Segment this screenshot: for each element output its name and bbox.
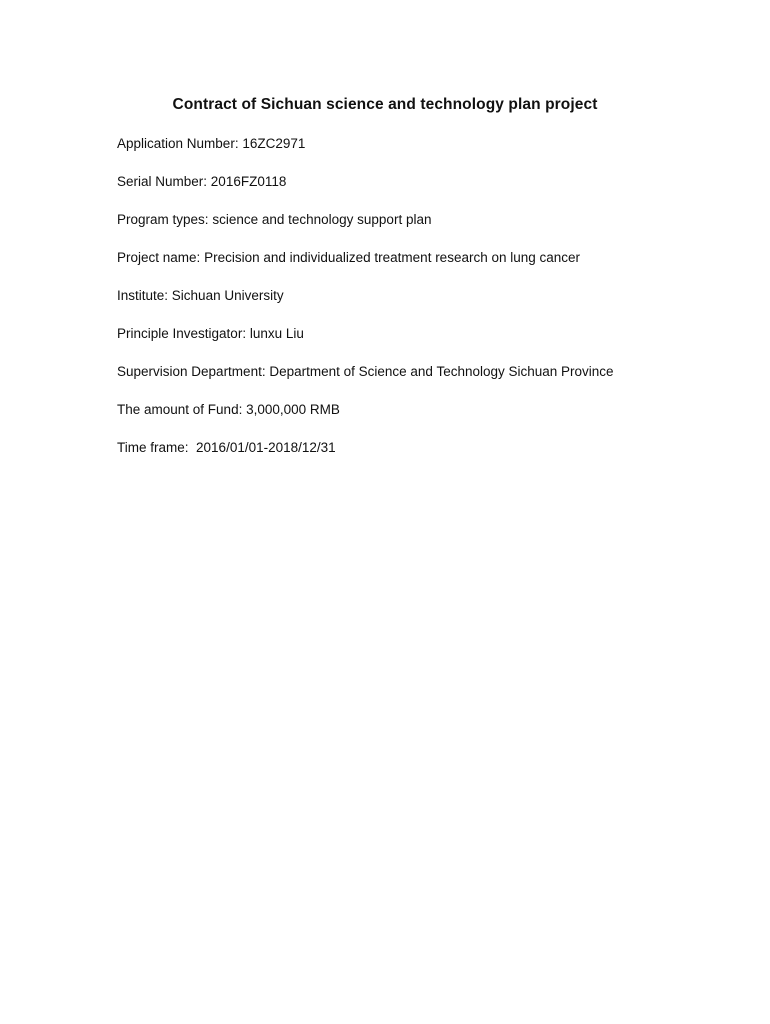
field-label: Project name : [117,250,200,265]
field-principal-investigator [117,324,737,362]
field-label: Institute : [117,288,168,303]
field-label: Program types : [117,212,209,227]
field-value: 16ZC2971 [238,136,306,151]
field-value: 2016FZ0118 [207,174,287,189]
field-serial-number [117,172,737,210]
field-value: lunxu Liu [246,326,304,341]
field-application-number [117,134,737,172]
field-label: Principle Investigator : [117,326,246,341]
field-value: Sichuan University [168,288,284,303]
field-label: Serial Number : [117,174,207,189]
contract-field-list [117,134,737,476]
document-title: Contract of Sichuan science and technology plan project [172,96,598,113]
field-value: Department of Science and Technology Sichuan Province [265,364,614,379]
field-supervision-department [117,362,737,400]
field-label: Supervision Department : [117,364,266,379]
field-time-frame [117,438,737,476]
field-value: 3,000,000 RMB [242,402,340,417]
field-label: The amount of Fund : [117,402,242,417]
field-project-name [117,248,737,286]
field-fund-amount [117,400,737,438]
field-program-types [117,210,737,248]
field-label: Application Number : [117,136,239,151]
field-value: science and technology support plan [208,212,432,227]
field-value: Precision and individualized treatment research on lung cancer [200,250,581,265]
field-institute [117,286,737,324]
field-value: 2016/01/01-2018/12/31 [188,440,336,455]
field-label: Time frame : [117,440,189,455]
